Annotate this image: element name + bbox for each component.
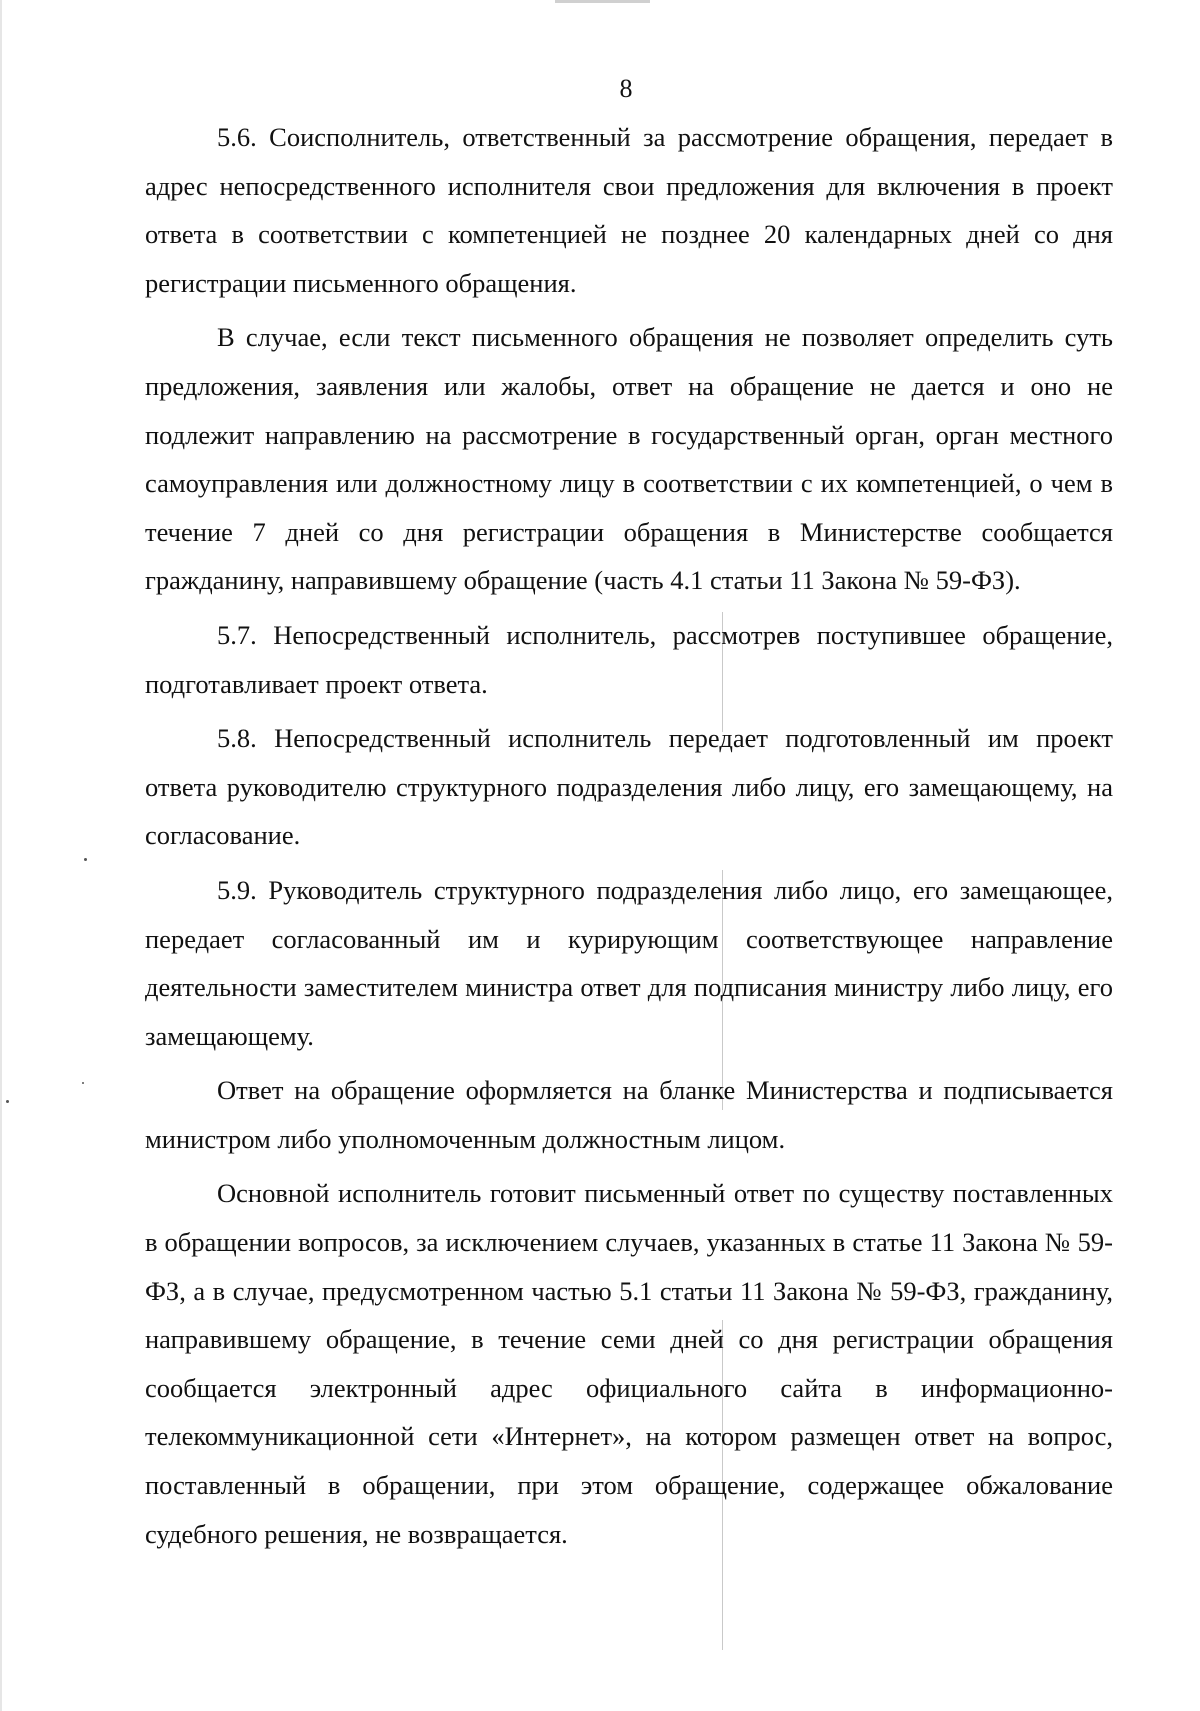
paragraph-main-executor: Основной исполнитель готовит письменный ответ по существу поставленных в обращении вопросов, за исключением случаев, указанных в статье 11 Закона № 59-ФЗ, а в случае, предусмотренном частью 5.1 статьи 11 Закона № 59-ФЗ, гражданину, направившему обращение, в течение семи дней со дня регистрации обращения сообщается электронный адрес официального сайта в информационно-телекоммуникационной сети «Интернет», на котором размещен ответ на вопрос, поставленный в обращении, при этом обращение, содержащее обжалование судебного решения, не возвращается.: [145, 1178, 1113, 1549]
scan-speck: [82, 1082, 84, 1084]
page-number: 8: [619, 74, 633, 103]
paragraph-5-9: 5.9. Руководитель структурного подразделения либо лицо, его замещающее, передает согласованный им и курирующим соответствующее направление деятельности заместителем министра ответ для подписания министру либо лицу, его замещающему.: [145, 874, 1113, 1051]
paragraph-5-6: 5.6. Соисполнитель, ответственный за рассмотрение обращения, передает в адрес непосредственного исполнителя свои предложения для включения в проект ответа в соответствии с компетенцией не позднее 20 календарных дней со дня регистрации письменного обращения.: [145, 122, 1113, 298]
paragraph-5-8: 5.8. Непосредственный исполнитель передает подготовленный им проект ответа руководителю структурного подразделения либо лицу, его замещающему, на согласование.: [145, 723, 1113, 851]
paragraph-5-7: 5.7. Непосредственный исполнитель, рассмотрев поступившее обращение, подготавливает проект ответа.: [145, 619, 1113, 699]
scan-edge: [0, 0, 2, 1711]
paragraph-answer-form: Ответ на обращение оформляется на бланке Министерства и подписывается министром либо уполномоченным должностным лицом.: [145, 1075, 1113, 1154]
scan-speck: [6, 1100, 9, 1103]
scan-speck: [84, 858, 87, 861]
document-body: [145, 113, 1113, 1564]
paragraph-no-answer-case: В случае, если текст письменного обращения не позволяет определить суть предложения, заявления или жалобы, ответ на обращение не дается и оно не подлежит направлению на рассмотрение в государственный орган, орган местного самоуправления или должностному лицу в соответствии с их компетенцией, о чем в течение 7 дней со дня регистрации обращения в Министерстве сообщается гражданину, направившему обращение (часть 4.1 статьи 11 Закона № 59-ФЗ).: [145, 322, 1113, 596]
scan-top-mark: [555, 0, 650, 3]
